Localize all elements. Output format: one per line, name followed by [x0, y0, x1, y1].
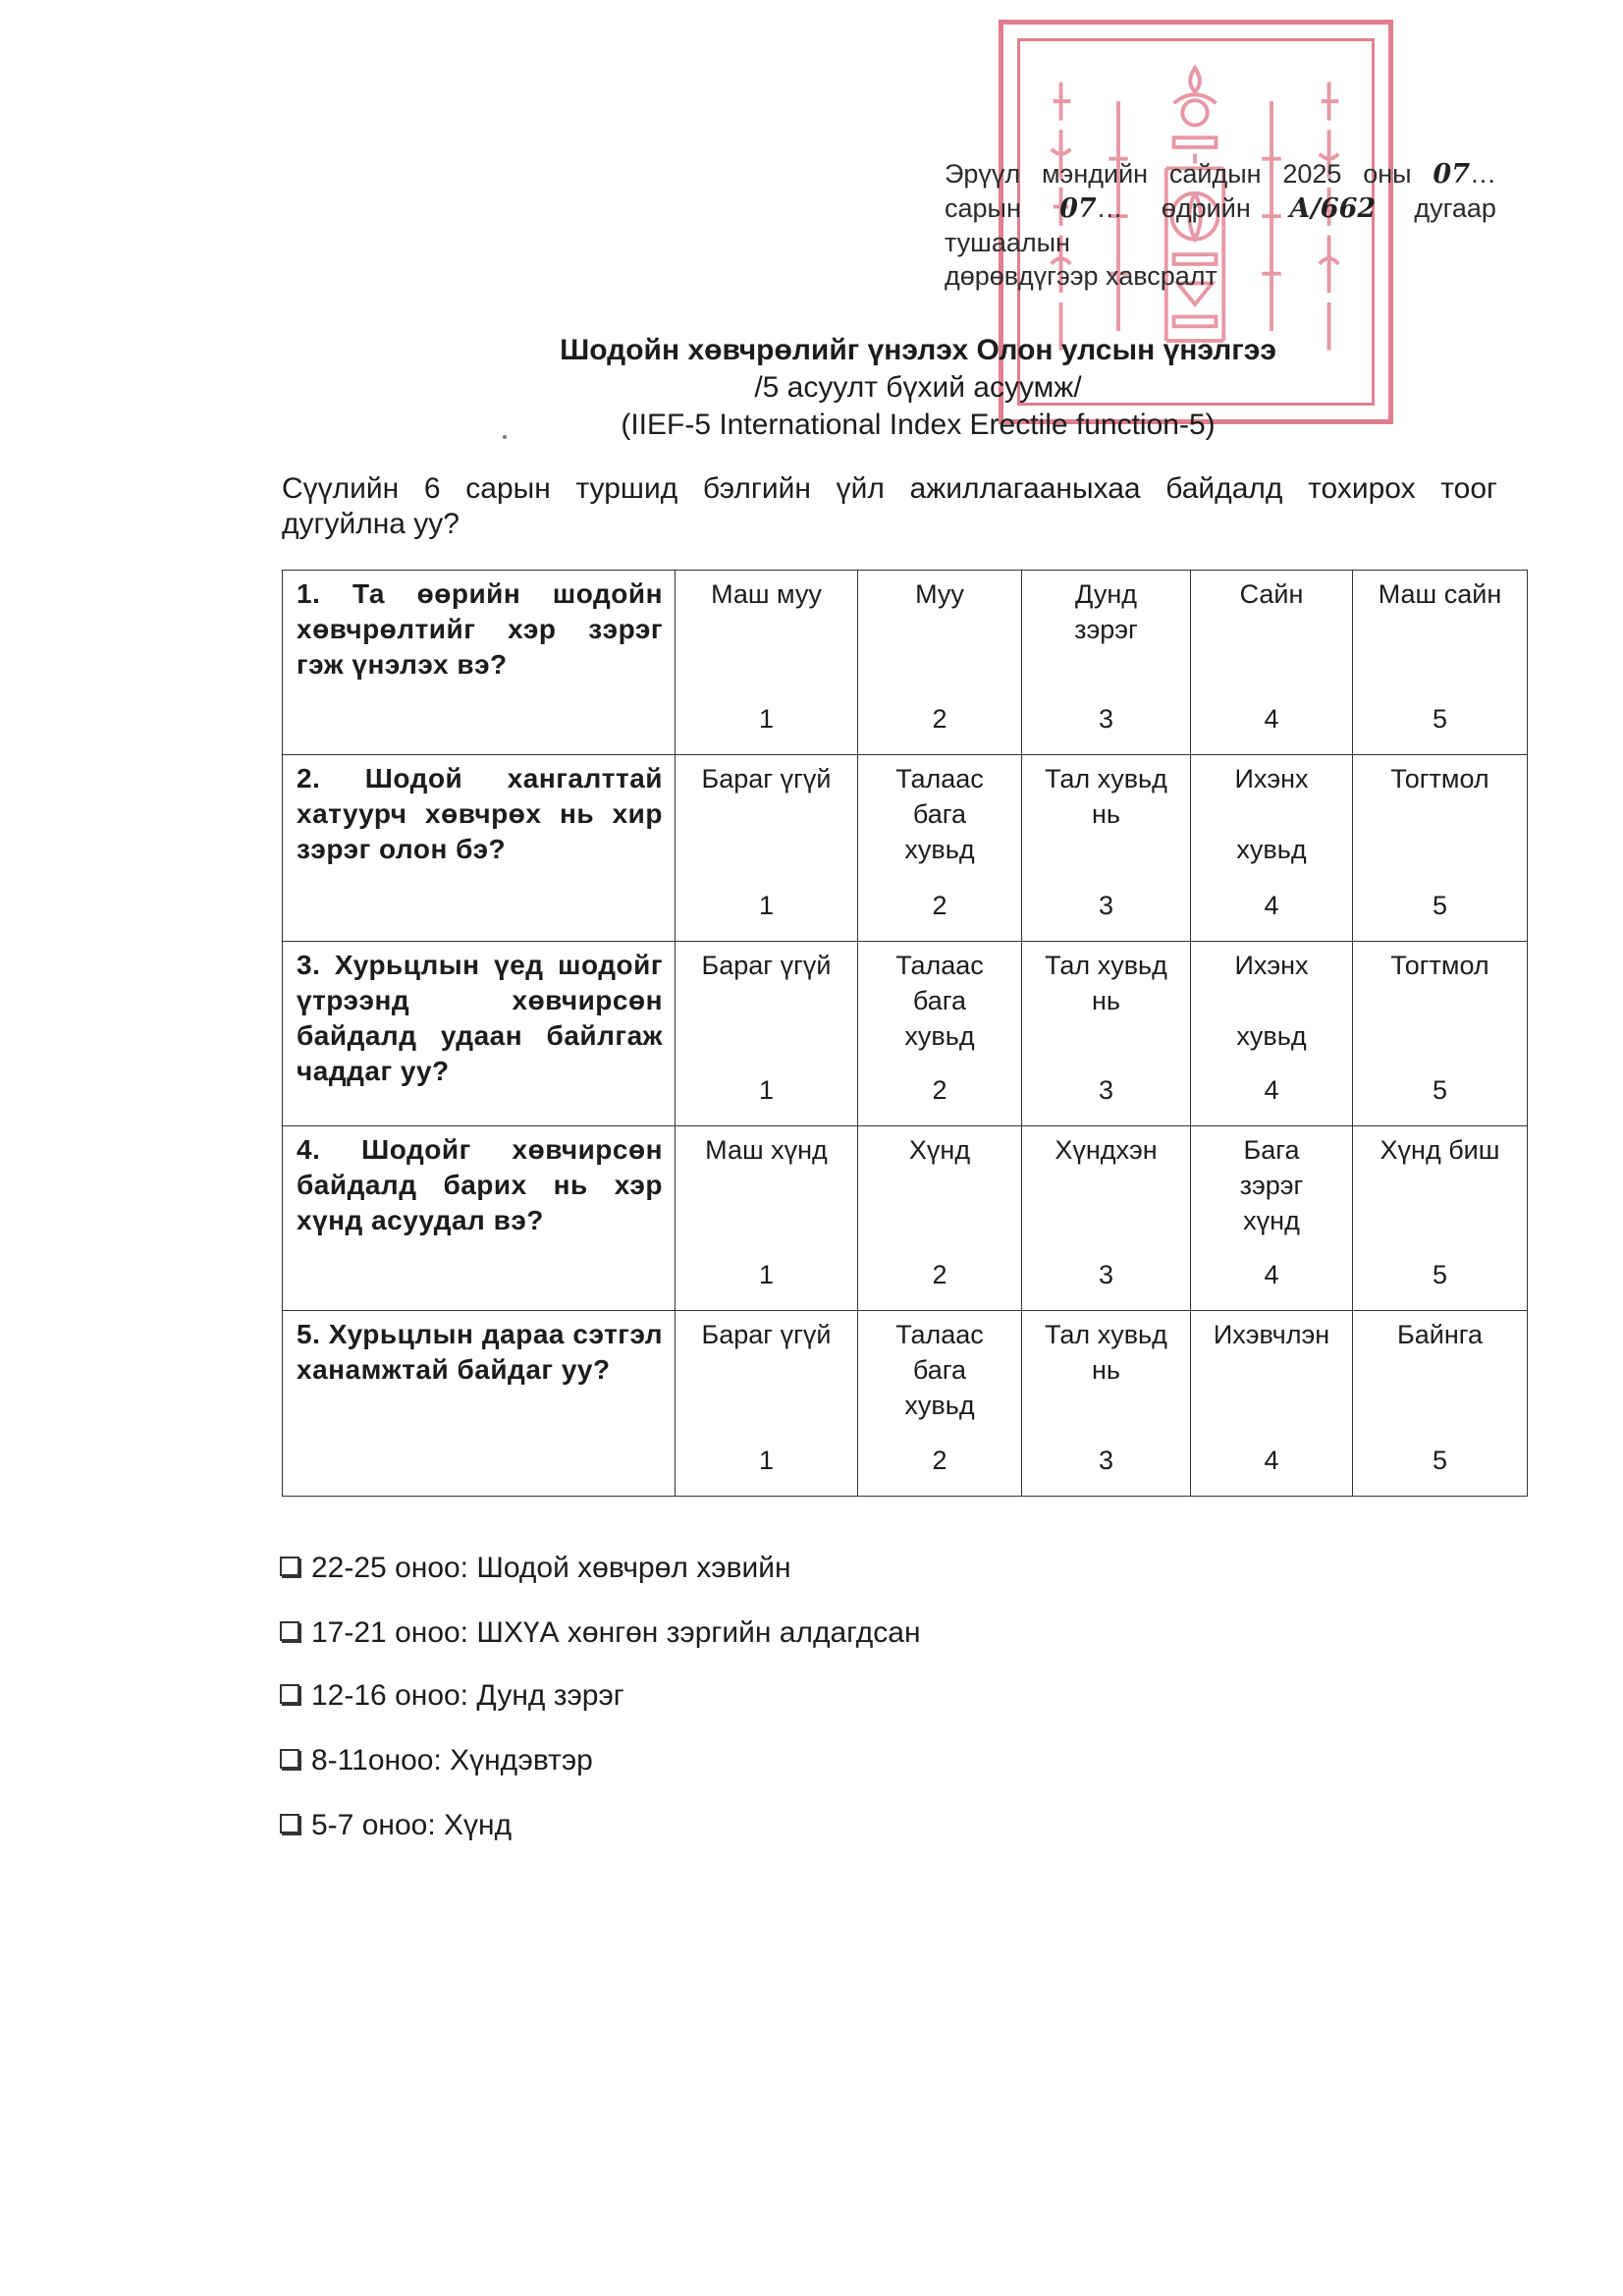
iief5-questionnaire-table [282, 570, 1528, 1497]
answer-option-label: Тогтмол [1390, 951, 1489, 980]
annex-line-1 [945, 157, 1496, 191]
answer-score: 5 [1432, 1260, 1448, 1289]
instruction-text [282, 471, 1497, 542]
answer-option-label: Бараг үгүй [701, 951, 832, 980]
answer-option-label: Бага зэрэг хүнд [1239, 1135, 1304, 1235]
answer-score: 5 [1432, 704, 1448, 734]
annex-line-1-text: Эрүүл мэндийн сайдын 2025 оны [945, 159, 1412, 189]
answer-score: 1 [758, 1260, 775, 1289]
legend-label: 5-7 оноо: Хүнд [311, 1809, 513, 1841]
answer-option-label: Тал хувьд нь [1045, 764, 1167, 829]
annex-line-2-b: … өдрийн [1096, 193, 1251, 223]
answer-option-label: Талаас бага хувьд [895, 1320, 984, 1420]
instruction-line-2: дугуйлна уу? [282, 508, 460, 540]
legend-label: 12-16 оноо: Дунд зэрэг [311, 1679, 624, 1712]
answer-option-label: Бараг үгүй [701, 764, 832, 793]
answer-option-label: Талаас бага хувьд [895, 764, 984, 864]
answer-option-label: Ихэнх хувьд [1234, 951, 1309, 1051]
answer-option-label: Тал хувьд нь [1045, 1320, 1167, 1385]
answer-option-cell[interactable] [1022, 755, 1191, 942]
answer-option-cell[interactable] [1022, 1126, 1191, 1311]
legend-label: 17-21 оноо: ШХҮА хөнгөн зэргийн алдагдсан [311, 1616, 921, 1649]
answer-score: 3 [1098, 1260, 1114, 1289]
annex-line-3: дөрөвдүгээр хавсралт [945, 261, 1217, 291]
answer-option-label: Ихэнх хувьд [1234, 764, 1309, 864]
checkbox-icon [280, 1814, 299, 1833]
legend-item [280, 1616, 921, 1650]
answer-option-cell[interactable] [676, 755, 858, 942]
answer-option-cell[interactable] [676, 1126, 858, 1311]
legend-item [280, 1809, 512, 1842]
answer-option-label: Тогтмол [1390, 764, 1489, 793]
answer-option-label: Муу [915, 579, 964, 609]
answer-option-label: Маш хүнд [705, 1135, 828, 1165]
question-row [283, 1126, 1528, 1311]
document-english-title: (IIEF-5 International Index Erectile function-5) [621, 409, 1216, 441]
answer-option-cell[interactable] [1191, 571, 1353, 755]
answer-score: 4 [1264, 1260, 1279, 1289]
answer-option-cell[interactable] [1353, 1126, 1528, 1311]
answer-score: 2 [932, 704, 947, 734]
question-text: 1. Та өөрийн шодойн хөвчрөлтийг хэр зэрэг гэж үнэлэх вэ? [297, 578, 663, 680]
answer-score: 5 [1432, 1446, 1448, 1475]
question-text: 2. Шодой хангалттай хатуурч хөвчрөх нь хир зэрэг олон бэ? [297, 763, 663, 864]
answer-score: 2 [932, 1260, 947, 1289]
checkbox-icon [280, 1749, 299, 1769]
answer-option-label: Маш муу [711, 579, 822, 609]
answer-score: 4 [1264, 891, 1279, 920]
answer-option-label: Байнга [1397, 1320, 1483, 1349]
answer-option-label: Ихэвчлэн [1213, 1320, 1330, 1349]
answer-score: 1 [758, 891, 775, 920]
question-text: 4. Шодойг хөвчирсөн байдалд барих нь хэр хүнд асуудал вэ? [297, 1134, 663, 1235]
answer-option-cell[interactable] [858, 571, 1022, 755]
answer-score: 1 [758, 1075, 775, 1105]
answer-option-label: Хүндхэн [1055, 1135, 1158, 1165]
answer-option-cell[interactable] [1191, 755, 1353, 942]
answer-option-cell[interactable] [1022, 942, 1191, 1126]
answer-option-label: Дунд зэрэг [1074, 579, 1138, 644]
question-row [283, 942, 1528, 1126]
question-cell [283, 1311, 676, 1497]
answer-option-label: Сайн [1239, 579, 1304, 609]
question-text: 5. Хурьцлын дараа сэтгэл ханамжтай байдаг уу? [297, 1319, 663, 1385]
legend-item [280, 1552, 791, 1585]
annex-line-2-a: сарын [945, 193, 1021, 223]
answer-score: 1 [758, 1446, 775, 1475]
answer-option-cell[interactable] [1353, 571, 1528, 755]
question-row [283, 1311, 1528, 1497]
annex-dots: … [1470, 159, 1496, 189]
answer-option-cell[interactable] [1353, 755, 1528, 942]
answer-option-cell[interactable] [1191, 1126, 1353, 1311]
answer-option-label: Тал хувьд нь [1045, 951, 1167, 1015]
answer-score: 3 [1098, 1446, 1114, 1475]
answer-option-cell[interactable] [1022, 1311, 1191, 1497]
question-cell [283, 942, 676, 1126]
legend-label: 8-11оноо: Хүндэвтэр [311, 1744, 593, 1777]
answer-option-cell[interactable] [1022, 571, 1191, 755]
answer-option-cell[interactable] [858, 942, 1022, 1126]
answer-option-cell[interactable] [1353, 942, 1528, 1126]
answer-score: 3 [1098, 1075, 1114, 1105]
answer-score: 5 [1432, 891, 1448, 920]
answer-option-label: Маш сайн [1378, 579, 1502, 609]
answer-score: 5 [1432, 1075, 1448, 1105]
answer-option-cell[interactable] [676, 571, 858, 755]
answer-option-label: Хүнд [908, 1135, 971, 1165]
answer-score: 4 [1264, 704, 1279, 734]
question-text: 3. Хурьцлын үед шодойг үтрээнд хөвчирсөн байдалд удаан байлгаж чаддаг уу? [297, 950, 663, 1086]
handwritten-order-number: А/662 [1288, 193, 1377, 224]
answer-option-cell[interactable] [1353, 1311, 1528, 1497]
answer-option-label: Талаас бага хувьд [895, 951, 984, 1051]
answer-option-cell[interactable] [1191, 1311, 1353, 1497]
answer-option-cell[interactable] [676, 1311, 858, 1497]
question-cell [283, 1126, 676, 1311]
answer-option-label: Бараг үгүй [701, 1320, 832, 1349]
answer-score: 2 [932, 1446, 947, 1475]
answer-score: 3 [1098, 891, 1114, 920]
answer-option-cell[interactable] [858, 755, 1022, 942]
answer-score: 2 [932, 1075, 947, 1105]
annex-line-2-c: дугаар тушаалын [945, 193, 1496, 257]
instruction-line-1: Сүүлийн 6 сарын туршид бэлгийн үйл ажиллагааныхаа байдалд тохирох тоог [282, 472, 1497, 505]
answer-option-cell[interactable] [676, 942, 858, 1126]
question-cell [283, 571, 676, 755]
document-subtitle: /5 асуулт бүхий асуумж/ [754, 371, 1082, 404]
legend-item [280, 1679, 624, 1713]
answer-score: 2 [932, 891, 947, 920]
annex-line-2 [945, 191, 1496, 259]
answer-score: 3 [1098, 704, 1114, 734]
document-title: Шодойн хөвчрөлийг үнэлэх Олон улсын үнэлгээ [560, 334, 1276, 366]
answer-score: 4 [1264, 1446, 1279, 1475]
checkbox-icon [280, 1621, 299, 1641]
handwritten-month: 07 [1433, 159, 1470, 190]
answer-option-label: Хүнд биш [1380, 1135, 1500, 1165]
document-title-block [432, 332, 1404, 444]
annex-header [945, 157, 1496, 293]
answer-score: 1 [758, 704, 775, 734]
question-row [283, 755, 1528, 942]
answer-score: 4 [1264, 1075, 1279, 1105]
question-cell [283, 755, 676, 942]
handwritten-day: 07 [1059, 193, 1097, 224]
answer-option-cell[interactable] [1191, 942, 1353, 1126]
checkbox-icon [280, 1684, 299, 1704]
answer-option-cell[interactable] [858, 1126, 1022, 1311]
legend-item [280, 1744, 593, 1777]
answer-option-cell[interactable] [858, 1311, 1022, 1497]
checkbox-icon [280, 1557, 299, 1576]
legend-label: 22-25 оноо: Шодой хөвчрөл хэвийн [311, 1552, 791, 1584]
question-row [283, 571, 1528, 755]
